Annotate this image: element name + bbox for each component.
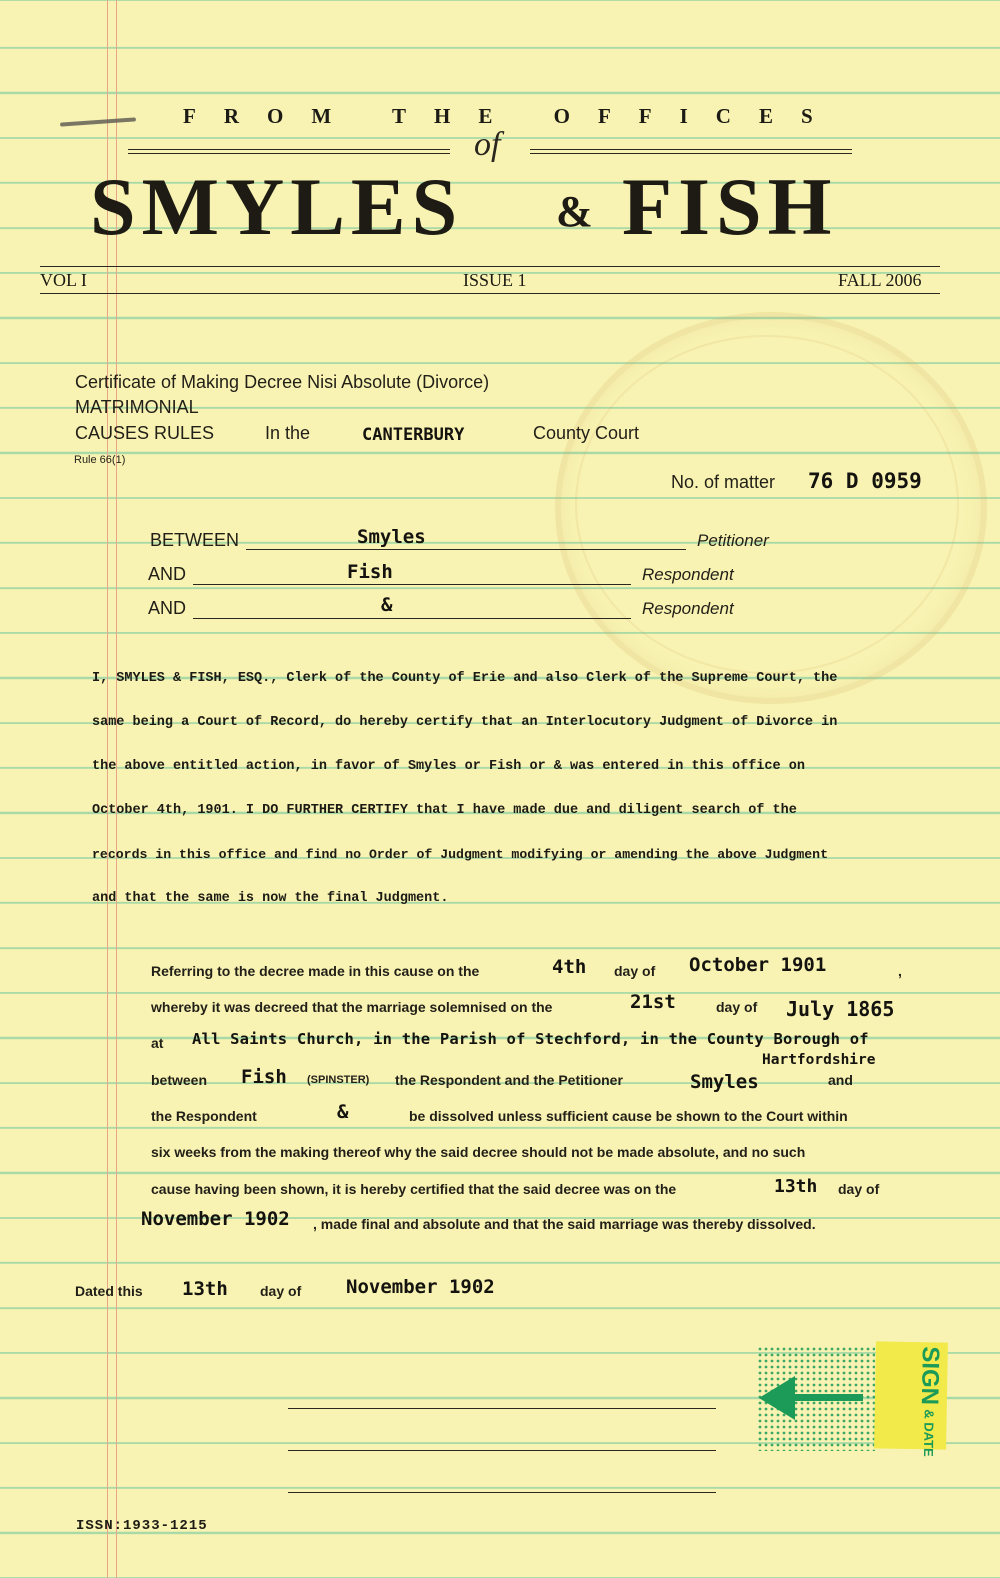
dated-day: 13th — [182, 1278, 228, 1300]
absolute-month-year: November 1902 — [141, 1208, 290, 1230]
matter-label: No. of matter — [671, 472, 776, 492]
certification-line: the above entitled action, in favor of Smyles or Fish or & was entered in this office on — [92, 759, 805, 774]
day-of-label: day of — [838, 1181, 880, 1197]
left-arrow-icon — [757, 1346, 875, 1451]
masthead-rule-left — [128, 153, 450, 154]
day-of-label: day of — [614, 963, 656, 979]
six-weeks-text: six weeks from the making thereof why the said decree should not be made absolute, and no such — [151, 1144, 806, 1160]
cause-text: cause having been shown, it is hereby certified that the said decree was on the — [151, 1181, 677, 1197]
in-the-label: In the — [265, 423, 311, 443]
county-court-label: County Court — [533, 423, 640, 443]
volume-label: VOL I — [40, 270, 87, 290]
spinster-label: (SPINSTER) — [307, 1074, 370, 1086]
marriage-day: 21st — [630, 991, 676, 1013]
respondent-1-name: Fish — [347, 561, 393, 583]
decree-referring-text: Referring to the decree made in this cause on the — [151, 963, 480, 979]
petitioner-name: Smyles — [357, 526, 426, 548]
respondent-1-line — [193, 584, 631, 585]
decree-month-year: October 1901 — [689, 954, 827, 976]
venue: All Saints Church, in the Parish of Stechford, in the County Borough of — [192, 1030, 869, 1048]
respondent-2-role: Respondent — [642, 599, 734, 618]
certification-line: same being a Court of Record, do hereby certify that an Interlocutory Judgment of Divorce in — [92, 715, 838, 730]
wife-name: Fish — [241, 1066, 287, 1088]
issn-label: ISSN:1933-1215 — [76, 1518, 208, 1534]
decree-day: 4th — [552, 956, 587, 978]
respondent-petitioner-text: the Respondent and the Petitioner — [395, 1072, 623, 1088]
masthead-title-left: SMYLES — [90, 161, 464, 252]
issue-label: ISSUE 1 — [463, 270, 527, 290]
between-label: BETWEEN — [150, 530, 240, 550]
masthead-rule-right — [530, 149, 852, 150]
respondent-1-role: Respondent — [642, 565, 734, 584]
venue-continued: Hartfordshire — [762, 1052, 876, 1068]
matter-number: 76 D 0959 — [808, 469, 922, 493]
certification-line: I, SMYLES & FISH, ESQ., Clerk of the County of Erie and also Clerk of the Supreme Court, the — [92, 671, 838, 686]
certification-line: records in this office and find no Order of Judgment modifying or amending the above Judgment — [92, 847, 828, 862]
dated-day-of: day of — [260, 1283, 302, 1299]
at-label: at — [151, 1035, 164, 1051]
dated-month-year: November 1902 — [346, 1276, 495, 1298]
petitioner-role: Petitioner — [697, 531, 769, 550]
masthead-title-right: FISH — [622, 161, 838, 252]
issue-bar-top-rule — [40, 266, 940, 267]
husband-name: Smyles — [690, 1071, 759, 1093]
day-of-label: day of — [716, 999, 758, 1015]
certification-line: and that the same is now the final Judgment. — [92, 891, 449, 906]
and-label-1: AND — [148, 564, 187, 584]
whereby-text: whereby it was decreed that the marriage solemnised on the — [151, 999, 553, 1015]
pencil-mark — [60, 117, 136, 126]
certification-line: October 4th, 1901. I DO FURTHER CERTIFY that I have made due and diligent search of the — [92, 803, 797, 818]
decree-comma: , — [898, 963, 902, 979]
masthead-tagline: FROM THE OFFICES — [183, 104, 841, 128]
petitioner-line — [246, 549, 686, 550]
issue-bar-bottom-rule — [40, 293, 940, 294]
signature-line[interactable] — [288, 1492, 716, 1493]
dated-label: Dated this — [75, 1283, 143, 1299]
sign-label: SIGN — [915, 1346, 944, 1406]
signature-line[interactable] — [288, 1408, 716, 1409]
masthead-rule-right — [530, 153, 852, 154]
rules-line-2: CAUSES RULES — [75, 423, 215, 443]
respondent-2-line — [193, 618, 631, 619]
respondent-label: the Respondent — [151, 1108, 257, 1124]
and-label-2: AND — [148, 598, 187, 618]
co-respondent: & — [337, 1101, 349, 1123]
rules-line-1: MATRIMONIAL — [75, 397, 199, 417]
season-label: FALL 2006 — [838, 270, 922, 290]
and-text: and — [828, 1072, 853, 1088]
signature-line[interactable] — [288, 1450, 716, 1451]
date-label: & DATE — [920, 1409, 937, 1458]
sign-here-flag[interactable] — [757, 1346, 875, 1451]
dissolved-text: be dissolved unless sufficient cause be shown to the Court within — [409, 1108, 848, 1124]
between-label-decree: between — [151, 1072, 208, 1088]
form-title: Certificate of Making Decree Nisi Absolute (Divorce) — [75, 372, 490, 392]
absolute-day: 13th — [774, 1176, 818, 1197]
coffee-ring-stain-inner — [575, 335, 959, 674]
rule-reference: Rule 66(1) — [74, 454, 126, 466]
sign-date-tab[interactable] — [874, 1341, 948, 1458]
masthead-rule-left — [128, 149, 450, 150]
marriage-month-year: July 1865 — [786, 997, 895, 1021]
respondent-2-name: & — [381, 594, 393, 616]
final-text: , made final and absolute and that the said marriage was thereby dissolved. — [313, 1216, 816, 1232]
court-name: CANTERBURY — [362, 425, 465, 445]
masthead-ampersand: & — [556, 187, 593, 236]
masthead-of: of — [474, 126, 501, 163]
